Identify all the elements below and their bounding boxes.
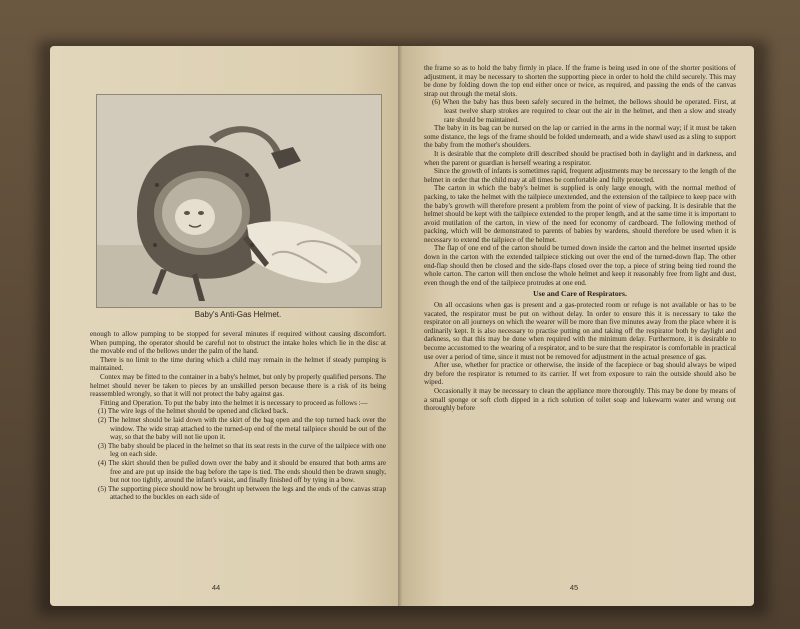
numbered-step: (5) The supporting piece should now be brought up between the legs and the ends of the canvas strap attached to the buckles on each side of: [98, 484, 386, 502]
left-page: [50, 46, 402, 606]
section-heading: Use and Care of Respirators.: [533, 289, 627, 299]
page-number-left: 44: [211, 583, 221, 592]
numbered-step: (1) The wire legs of the helmet should be opened and clicked back.: [98, 407, 289, 416]
paragraph: The baby in its bag can be nursed on the lap or carried in the arms in the normal way; if it must be taken some distance, the legs of the frame should be folded underneath, and a wide shawl used as a sling to support the baby from the mother's shoulders.: [424, 124, 736, 150]
paragraph: There is no limit to the time during which a child may remain in the helmet if steady pumping is maintained.: [90, 355, 386, 373]
numbered-step: (3) The baby should be placed in the helmet so that its seat rests in the curve of the tailpiece with one leg on each side.: [98, 441, 386, 459]
paragraph: Occasionally it may be necessary to clean the appliance more thoroughly. This may be done by means of a small sponge or soft cloth dipped in a rich solution of toilet soap and lukewarm water and wrung out thoroughly before: [424, 386, 736, 413]
page-number-right: 45: [569, 583, 579, 592]
helmet-photo: [96, 94, 382, 308]
right-page: [402, 46, 754, 606]
right-page-text: [424, 64, 736, 413]
helmet-illustration: [97, 95, 381, 307]
numbered-step: (2) The helmet should be laid down with the skirt of the bag open and the top turned back over the window. The wide strap attached to the turned-up end of the metal tailpiece should be out of the way, so that the baby will not lie upon it.: [98, 415, 386, 442]
paragraph: the frame so as to hold the baby firmly in place. If the frame is being used in one of the shorter positions of adjustment, it may be necessary to shorten the supporting piece in order to hold the child securely. This may be done by folding down the top end either once or twice, as required, and passing the ends of the canvas strap out through the metal slots.: [424, 64, 736, 98]
paragraph: Fitting and Operation. To put the baby into the helmet it is necessary to proceed as follows :—: [100, 398, 368, 407]
photo-caption: Baby's Anti-Gas Helmet.: [194, 310, 282, 319]
paragraph: It is desirable that the complete drill described should be practised both in daylight and in darkness, and when the parent or guardian is herself wearing a respirator.: [424, 149, 736, 167]
numbered-step: (4) The skirt should then be pulled down over the baby and it should be ensured that both arms are free and are put up inside the bag before the tape is tied. The ends should then be drawn snugly, but not too tightly, around the infant's waist, and finally finished off by tying in a bow.: [98, 458, 386, 485]
paragraph: After use, whether for practice or otherwise, the inside of the facepiece or bag should always be wiped dry before the respirator is returned to its carrier. If wet from exposure to rain the outside should also be wiped.: [424, 361, 736, 387]
paragraph: The flap of one end of the carton should be turned down inside the carton and the helmet inserted upside down in the carton with the extended tailpiece sticking out over the end of the turned-down flap. The other end-flap should then be closed and the side-flaps closed over the top, a piece of string being tied round the whole carton. The carton will then enclose the whole helmet and keep it reasonably free from light and dust, even though the end of the tailpiece protrudes at one end.: [424, 244, 736, 287]
paragraph: Since the growth of infants is sometimes rapid, frequent adjustments may be necessary to the length of the helmet in order that the child may at all times be comfortable and fully protected.: [424, 167, 736, 184]
paragraph: The carton in which the baby's helmet is supplied is only large enough, with the normal method of packing, to take the helmet with the tailpiece unextended, and the extension of the tailpiece to keep pace with the baby's growth will therefore present a problem from the point of view of packing. It is desirable that the helmet should be kept with the tailpiece extended to the proper length, and at the same time it is important to avoid mutilation of the carton, in view of the need for economy of cardboard. The following method of packing, which will be demonstrated to parents of babies by wardens, should therefore be used when it is necessary to extend the tailpiece of the helmet.: [424, 184, 736, 244]
paragraph: enough to allow pumping to be stopped for several minutes if required without causing discomfort. When pumping, the operator should be careful not to obstruct the intake holes which lie in the disc at the movable end of the bellows under the palm of the hand.: [90, 330, 386, 356]
left-page-text: [90, 330, 386, 502]
paragraph: On all occasions when gas is present and a gas-protected room or refuge is not available or has to be vacated, the respirator must be put on without delay. In order to ensure this it is necessary to take the respirator on all journeys on which the wearer will be more than five minutes away from the place where it is ordinarily kept. It is also necessary to practise putting on and taking off the respirator both by daylight and darkness, so that this may be done when required with the minimum delay. Furthermore, it is desirable to become accustomed to the wearing of a respirator, and to be sure that the respirator is comfortable in practical use over a period of time, since it must not be removed for adjustment in the actual presence of gas.: [424, 301, 736, 361]
numbered-step: (6) When the baby has thus been safely secured in the helmet, the bellows should be operated. First, at least twelve sharp strokes are required to clear out the air in the helmet, and then a slow and steady rate should be maintained.: [432, 98, 736, 124]
paragraph: Contex may be fitted to the container in a baby's helmet, but only by properly qualified persons. The helmet should never be taken to pieces by an unskilled person because there is a risk of its being reassembled wrongly, so that it will not protect the baby against gas.: [90, 372, 386, 399]
